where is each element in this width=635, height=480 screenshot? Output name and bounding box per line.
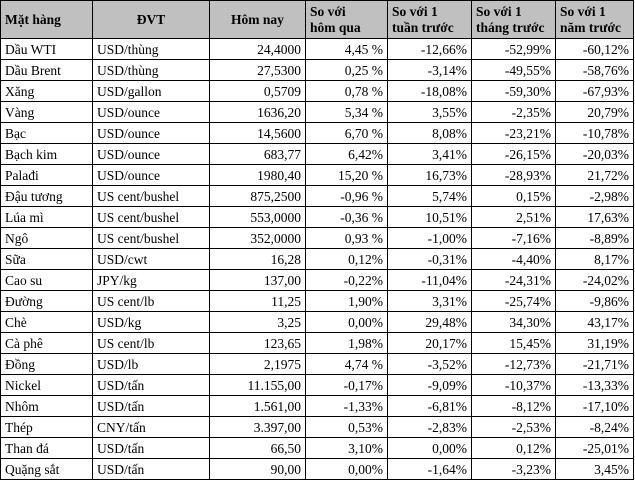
cell-vs-yesterday: 0,00% — [306, 312, 388, 333]
cell-vs-yesterday: 5,34 % — [306, 102, 388, 123]
table-row — [1, 459, 634, 480]
cell-unit: USD/thùng — [93, 60, 210, 81]
cell-vs-month: -4,40% — [472, 249, 556, 270]
cell-item: Nickel — [1, 375, 93, 396]
cell-today: 11,25 — [210, 291, 306, 312]
cell-vs-week: 20,17% — [388, 333, 472, 354]
cell-vs-month: -28,93% — [472, 165, 556, 186]
cell-vs-month: 2,51% — [472, 207, 556, 228]
cell-vs-month: -26,15% — [472, 144, 556, 165]
cell-unit: JPY/kg — [93, 270, 210, 291]
cell-vs-year: -21,71% — [556, 354, 634, 375]
cell-vs-year: 3,45% — [556, 459, 634, 480]
cell-today: 683,77 — [210, 144, 306, 165]
cell-vs-yesterday: 3,10% — [306, 438, 388, 459]
cell-vs-month: 34,30% — [472, 312, 556, 333]
cell-item: Cao su — [1, 270, 93, 291]
cell-vs-yesterday: 4,45 % — [306, 39, 388, 60]
cell-item: Đồng — [1, 354, 93, 375]
cell-unit: US cent/lb — [93, 333, 210, 354]
header-vs-yesterday-line2: hôm qua — [310, 19, 361, 35]
header-vs-week-line2: tuần trước — [392, 19, 454, 35]
cell-today: 14,5600 — [210, 123, 306, 144]
cell-vs-year: 17,63% — [556, 207, 634, 228]
cell-today: 1980,40 — [210, 165, 306, 186]
cell-today: 27,5300 — [210, 60, 306, 81]
cell-item: Xăng — [1, 81, 93, 102]
cell-vs-yesterday: 1,98% — [306, 333, 388, 354]
cell-vs-yesterday: 15,20 % — [306, 165, 388, 186]
cell-today: 11.155,00 — [210, 375, 306, 396]
cell-vs-year: -60,12% — [556, 39, 634, 60]
cell-unit: USD/kg — [93, 312, 210, 333]
header-vs-week-line1: So với 1 — [392, 3, 438, 19]
cell-vs-year: -8,24% — [556, 417, 634, 438]
cell-unit: USD/cwt — [93, 249, 210, 270]
cell-vs-week: 3,41% — [388, 144, 472, 165]
cell-item: Chè — [1, 312, 93, 333]
cell-vs-week: -0,31% — [388, 249, 472, 270]
cell-unit: US cent/bushel — [93, 228, 210, 249]
cell-vs-week: 8,08% — [388, 123, 472, 144]
cell-vs-yesterday: -0,17% — [306, 375, 388, 396]
cell-item: Dầu WTI — [1, 39, 93, 60]
cell-unit: USD/tấn — [93, 438, 210, 459]
header-row — [1, 1, 634, 39]
cell-today: 3.397,00 — [210, 417, 306, 438]
cell-vs-week: -3,52% — [388, 354, 472, 375]
table-row — [1, 60, 634, 81]
cell-today: 875,2500 — [210, 186, 306, 207]
cell-today: 123,65 — [210, 333, 306, 354]
cell-vs-month: -23,21% — [472, 123, 556, 144]
cell-vs-year: -20,03% — [556, 144, 634, 165]
cell-vs-yesterday: -1,33% — [306, 396, 388, 417]
cell-today: 16,28 — [210, 249, 306, 270]
cell-today: 66,50 — [210, 438, 306, 459]
cell-vs-yesterday: -0,96 % — [306, 186, 388, 207]
cell-unit: US cent/bushel — [93, 207, 210, 228]
cell-item: Dầu Brent — [1, 60, 93, 81]
cell-vs-month: -3,23% — [472, 459, 556, 480]
cell-item: Ngô — [1, 228, 93, 249]
cell-vs-year: -67,93% — [556, 81, 634, 102]
header-today: Hôm nay — [210, 1, 306, 39]
table-body — [1, 39, 634, 480]
cell-today: 3,25 — [210, 312, 306, 333]
cell-vs-month: -8,12% — [472, 396, 556, 417]
cell-vs-year: 21,72% — [556, 165, 634, 186]
cell-unit: USD/gallon — [93, 81, 210, 102]
cell-vs-month: -49,55% — [472, 60, 556, 81]
cell-vs-month: -2,53% — [472, 417, 556, 438]
header-vs-month-line2: tháng trước — [476, 19, 545, 35]
table-row — [1, 417, 634, 438]
cell-unit: CNY/tấn — [93, 417, 210, 438]
cell-unit: USD/ounce — [93, 123, 210, 144]
cell-unit: US cent/lb — [93, 291, 210, 312]
cell-vs-week: -12,66% — [388, 39, 472, 60]
cell-unit: USD/ounce — [93, 102, 210, 123]
cell-vs-year: -17,10% — [556, 396, 634, 417]
cell-today: 553,0000 — [210, 207, 306, 228]
table-header — [1, 1, 634, 39]
table-row — [1, 438, 634, 459]
table-row — [1, 312, 634, 333]
cell-unit: USD/ounce — [93, 144, 210, 165]
cell-vs-yesterday: 0,78 % — [306, 81, 388, 102]
header-vs-year-line2: năm trước — [560, 19, 621, 35]
cell-unit: USD/tấn — [93, 396, 210, 417]
table-row — [1, 102, 634, 123]
table-row — [1, 123, 634, 144]
cell-vs-week: 10,51% — [388, 207, 472, 228]
cell-today: 1.561,00 — [210, 396, 306, 417]
cell-vs-week: 29,48% — [388, 312, 472, 333]
cell-vs-week: 16,73% — [388, 165, 472, 186]
cell-today: 90,00 — [210, 459, 306, 480]
cell-unit: USD/lb — [93, 354, 210, 375]
cell-vs-month: -52,99% — [472, 39, 556, 60]
cell-vs-yesterday: 1,90% — [306, 291, 388, 312]
cell-unit: USD/ounce — [93, 165, 210, 186]
cell-item: Đường — [1, 291, 93, 312]
cell-vs-week: -3,14% — [388, 60, 472, 81]
table-row — [1, 228, 634, 249]
cell-vs-year: -24,02% — [556, 270, 634, 291]
header-vs-year-line1: So với 1 — [560, 3, 606, 19]
cell-vs-month: -7,16% — [472, 228, 556, 249]
cell-vs-year: -10,78% — [556, 123, 634, 144]
cell-vs-year: 8,17% — [556, 249, 634, 270]
header-vs-week — [388, 1, 472, 39]
table-row — [1, 144, 634, 165]
cell-today: 2,1975 — [210, 354, 306, 375]
cell-vs-month: 0,12% — [472, 438, 556, 459]
table-row — [1, 270, 634, 291]
cell-vs-year: -9,86% — [556, 291, 634, 312]
table-row — [1, 186, 634, 207]
cell-unit: US cent/bushel — [93, 186, 210, 207]
cell-today: 352,0000 — [210, 228, 306, 249]
cell-today: 1636,20 — [210, 102, 306, 123]
cell-vs-week: -11,04% — [388, 270, 472, 291]
cell-item: Nhôm — [1, 396, 93, 417]
cell-vs-month: -12,73% — [472, 354, 556, 375]
header-vs-yesterday-line1: So với — [310, 3, 346, 19]
cell-vs-year: -8,89% — [556, 228, 634, 249]
cell-vs-week: 5,74% — [388, 186, 472, 207]
table-row — [1, 354, 634, 375]
cell-vs-yesterday: 0,25 % — [306, 60, 388, 81]
cell-vs-yesterday: -0,22% — [306, 270, 388, 291]
cell-vs-month: -25,74% — [472, 291, 556, 312]
cell-vs-yesterday: 0,53% — [306, 417, 388, 438]
cell-item: Bạch kim — [1, 144, 93, 165]
cell-item: Quặng sắt — [1, 459, 93, 480]
cell-vs-year: -2,98% — [556, 186, 634, 207]
cell-vs-yesterday: 0,93 % — [306, 228, 388, 249]
header-vs-month — [472, 1, 556, 39]
cell-unit: USD/tấn — [93, 459, 210, 480]
table-row — [1, 396, 634, 417]
cell-vs-month: 15,45% — [472, 333, 556, 354]
cell-vs-year: 20,79% — [556, 102, 634, 123]
cell-vs-week: 0,00% — [388, 438, 472, 459]
cell-today: 137,00 — [210, 270, 306, 291]
cell-today: 24,4000 — [210, 39, 306, 60]
cell-vs-yesterday: 4,74 % — [306, 354, 388, 375]
cell-unit: USD/tấn — [93, 375, 210, 396]
cell-vs-yesterday: 0,12% — [306, 249, 388, 270]
header-vs-year — [556, 1, 634, 39]
cell-vs-week: -9,09% — [388, 375, 472, 396]
header-vs-month-line1: So với 1 — [476, 3, 522, 19]
cell-item: Cà phê — [1, 333, 93, 354]
cell-vs-week: 3,31% — [388, 291, 472, 312]
header-item: Mặt hàng — [1, 1, 93, 39]
cell-vs-year: -58,76% — [556, 60, 634, 81]
table-row — [1, 291, 634, 312]
table-row — [1, 333, 634, 354]
cell-item: Palađi — [1, 165, 93, 186]
cell-vs-month: -2,35% — [472, 102, 556, 123]
cell-vs-year: -25,01% — [556, 438, 634, 459]
cell-vs-yesterday: 6,42% — [306, 144, 388, 165]
cell-vs-yesterday: 6,70 % — [306, 123, 388, 144]
cell-vs-year: -13,33% — [556, 375, 634, 396]
table-row — [1, 249, 634, 270]
table-row — [1, 39, 634, 60]
cell-vs-year: 43,17% — [556, 312, 634, 333]
cell-vs-week: -1,00% — [388, 228, 472, 249]
cell-vs-month: -24,31% — [472, 270, 556, 291]
cell-vs-month: -59,30% — [472, 81, 556, 102]
cell-vs-yesterday: -0,36 % — [306, 207, 388, 228]
header-vs-yesterday — [306, 1, 388, 39]
cell-vs-month: 0,15% — [472, 186, 556, 207]
cell-vs-month: -10,37% — [472, 375, 556, 396]
cell-item: Thép — [1, 417, 93, 438]
cell-vs-week: -2,83% — [388, 417, 472, 438]
cell-unit: USD/thùng — [93, 39, 210, 60]
cell-item: Vàng — [1, 102, 93, 123]
cell-item: Than đá — [1, 438, 93, 459]
cell-item: Lúa mì — [1, 207, 93, 228]
table-row — [1, 81, 634, 102]
table-row — [1, 207, 634, 228]
cell-vs-week: -6,81% — [388, 396, 472, 417]
cell-vs-week: -1,64% — [388, 459, 472, 480]
cell-item: Đậu tương — [1, 186, 93, 207]
table-row — [1, 375, 634, 396]
cell-item: Sữa — [1, 249, 93, 270]
cell-vs-week: -18,08% — [388, 81, 472, 102]
cell-vs-yesterday: 0,00% — [306, 459, 388, 480]
header-unit: ĐVT — [93, 1, 210, 39]
cell-vs-year: 31,19% — [556, 333, 634, 354]
cell-today: 0,5709 — [210, 81, 306, 102]
cell-item: Bạc — [1, 123, 93, 144]
cell-vs-week: 3,55% — [388, 102, 472, 123]
table-row — [1, 165, 634, 186]
